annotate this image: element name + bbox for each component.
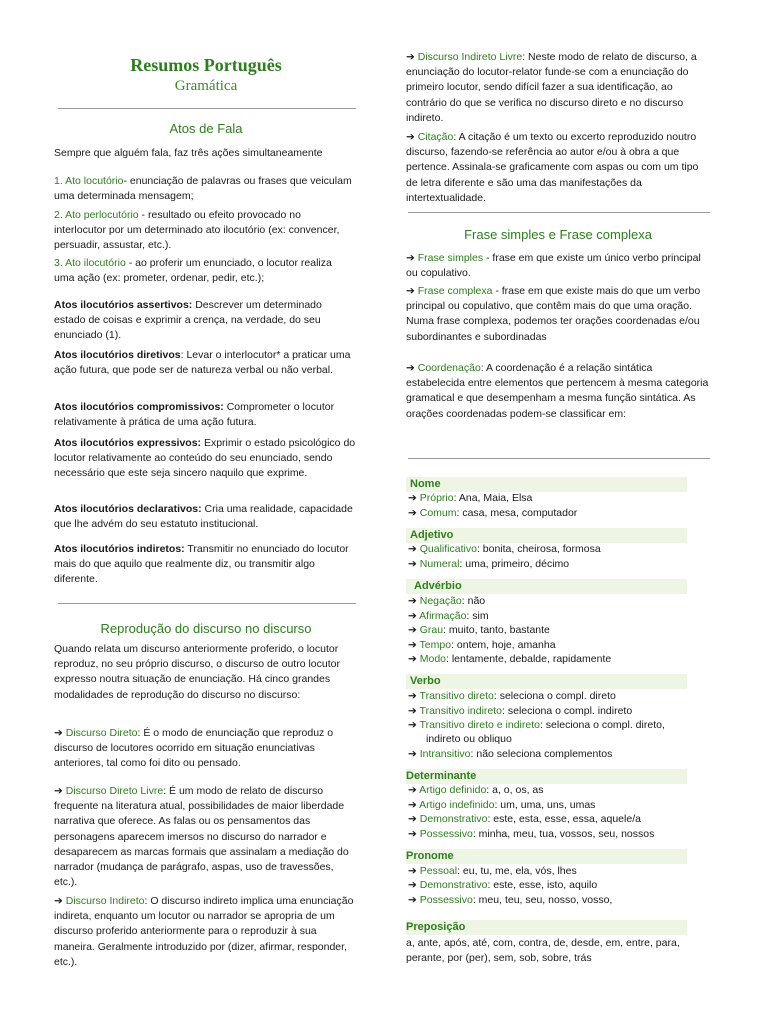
arrow-icon: ➔ xyxy=(408,690,417,702)
list-item xyxy=(408,557,569,572)
list-item-continuation: indireto ou obliquo xyxy=(426,733,512,745)
preposicao-list: a, ante, após, até, com, contra, de, desde, em, entre, para, perante, por (per), sem, sob, sobre, trás xyxy=(406,937,680,965)
item-text: : não seleciona complementos xyxy=(470,748,613,760)
item-text: : meu, teu, seu, nosso, vosso, xyxy=(472,894,613,906)
ato-text: enunciação de palavras ou frases que veiculam uma determinada mensagem; xyxy=(54,175,352,203)
ato-item xyxy=(54,256,354,286)
ato-sep: - xyxy=(123,175,130,187)
item-label: Demonstrativo xyxy=(419,879,488,891)
arrow-icon: ➔ xyxy=(408,639,417,651)
item-label: Modo xyxy=(419,653,446,665)
arrow-icon: ➔ xyxy=(408,624,417,636)
list-item xyxy=(408,594,485,609)
item-text: : este, esta, esse, essa, aquele/a xyxy=(487,813,641,825)
discurso-text: : O discurso indireto implica uma enunciação indireta, enquanto um locutor ou narrador se apropria de um discurso proferido anteriormente para o reproduzir à sua maneira. Geralmente introduzido por (dizer, afirmar, responder, etc.). xyxy=(54,895,354,968)
item-label: Intransitivo xyxy=(419,748,471,760)
ato-type-text: Transmitir no enunciado do locutor mais do que aquilo que realmente diz, ou transmitir algo diferente. xyxy=(54,543,349,586)
arrow-icon: ➔ xyxy=(408,558,417,570)
ato-type-label: Atos ilocutórios compromissivos: xyxy=(54,401,224,413)
arrow-icon: ➔ xyxy=(408,653,417,665)
ato-type-label: Atos ilocutórios assertivos: xyxy=(54,299,193,311)
divider xyxy=(58,603,356,604)
category-band xyxy=(406,477,687,492)
item-label: Possessivo xyxy=(419,828,473,840)
divider xyxy=(408,458,710,459)
category-nome: Nome xyxy=(410,478,441,490)
frase-item xyxy=(406,361,710,422)
list-item xyxy=(408,798,595,813)
category-band xyxy=(406,674,687,689)
item-label: Numeral xyxy=(419,558,460,570)
atos-intro: Sempre que alguém fala, faz três ações simultaneamente xyxy=(54,147,323,159)
item-label: Transitivo direto xyxy=(419,690,494,702)
item-label: Próprio xyxy=(419,492,454,504)
item-label: Demonstrativo xyxy=(419,813,488,825)
discurso-text: : Neste modo de relato de discurso, a enunciação do locutor-relator funde-se com a enunciação do primeiro locutor, sendo difícil fazer a sua identificação, ao contrário do que se verifica no discurso direto e no discurso indireto. xyxy=(406,51,697,124)
item-label: Grau xyxy=(419,624,444,636)
discurso-label: Citação xyxy=(417,131,454,143)
discurso-intro: Quando relata um discurso anteriormente proferido, o locutor reproduz, no seu próprio discurso, o discurso de outro locutor expresso noutra situação de enunciação. Há cinco grandes modalidades de reprodução do discurso no discurso: xyxy=(54,643,340,701)
item-label: Pessoal xyxy=(419,865,458,877)
category-preposicao: Preposição xyxy=(406,921,466,933)
ato-type-text: Comprometer o locutor relativamente à prática de uma ação futura. xyxy=(54,401,335,429)
category-adjetivo: Adjetivo xyxy=(410,529,454,541)
item-text: : não xyxy=(461,595,486,607)
item-text: : sim xyxy=(466,610,489,622)
list-item xyxy=(408,783,544,798)
ato-item xyxy=(54,208,354,254)
divider xyxy=(408,212,710,213)
frase-label: Coordenação xyxy=(417,362,481,374)
item-text: : bonita, cheirosa, formosa xyxy=(476,543,601,555)
ato-type-label: Atos ilocutórios indiretos: xyxy=(54,543,185,555)
item-text: : Ana, Maia, Elsa xyxy=(453,492,533,504)
arrow-icon: ➔ xyxy=(408,610,417,622)
discurso-item xyxy=(54,784,354,891)
discurso-text: : É um modo de relato de discurso frequente na literatura atual, possibilidades de maior liberdade narrativa que oferece. As falas ou os pensamentos das personagens aparecem imersos no discurso do narrador e desaparecem as marcas formais que assinalam a mediação do narrador (mudança de parágrafo, aspas, uso de travessões, etc.). xyxy=(54,785,349,889)
arrow-icon: ➔ xyxy=(408,595,417,607)
list-item xyxy=(408,491,532,506)
ato-type-label: Atos ilocutórios diretivos xyxy=(54,349,181,361)
discurso-text: : É o modo de enunciação que reproduz o discurso de locutores ocorrido em situação enunciativas anteriores, tal como foi dito ou pensado. xyxy=(54,727,334,770)
discurso-item xyxy=(54,894,354,970)
item-label: Qualificativo xyxy=(419,543,477,555)
ato-text: ao proferir um enunciado, o locutor realiza uma ação (ex: prometer, ordenar, pedir, etc.); xyxy=(54,257,332,285)
ato-type xyxy=(54,400,354,430)
frase-text: : A coordenação é a relação sintática estabelecida entre elementos que pertencem à mesma categoria gramatical e que desempenham a mesma função sintática. As orações coordenadas podem-se classificar em: xyxy=(406,362,709,420)
ato-type-text: Descrever um determinado estado de coisas e exprimir a crença, na verdade, do seu enunciado (1). xyxy=(54,299,322,342)
arrow-icon: ➔ xyxy=(54,727,63,739)
arrow-icon: ➔ xyxy=(406,362,415,374)
item-text: : minha, meu, tua, vossos, seu, nossos xyxy=(472,828,655,840)
list-item xyxy=(408,704,632,719)
frase-label: Frase simples xyxy=(417,252,484,264)
list-item xyxy=(408,827,654,842)
list-item xyxy=(408,893,612,908)
list-item xyxy=(408,542,601,557)
frase-text: - frase em que existe mais do que um verbo principal ou copulativo, que contêm mais do que uma oração. Numa frase complexa, podemos ter orações coordenadas e/ou subordinantes e subordinadas xyxy=(406,285,701,343)
item-text: : seleciona o compl. direto, xyxy=(539,719,665,731)
item-text: : a, o, os, as xyxy=(486,784,544,796)
item-text: : lentamente, debalde, rapidamente xyxy=(446,653,612,665)
item-text: : ontem, hoje, amanha xyxy=(451,639,556,651)
frase-item xyxy=(406,251,710,281)
section-heading-atos: Atos de Fala xyxy=(169,121,243,136)
list-item xyxy=(408,878,597,893)
list-item xyxy=(408,623,550,638)
ato-type xyxy=(54,436,358,482)
arrow-icon: ➔ xyxy=(54,895,63,907)
frase-item xyxy=(406,284,710,345)
arrow-icon: ➔ xyxy=(406,252,415,264)
arrow-icon: ➔ xyxy=(408,813,417,825)
discurso-item xyxy=(54,726,354,772)
category-determinante: Determinante xyxy=(406,770,477,782)
frase-text: - frase em que existe um único verbo principal ou copulativo. xyxy=(406,252,701,280)
item-label: Comum xyxy=(419,507,457,519)
ato-type-label: Atos ilocutórios declarativos: xyxy=(54,503,202,515)
item-text: : muito, tanto, bastante xyxy=(443,624,550,636)
arrow-icon: ➔ xyxy=(408,799,417,811)
arrow-icon: ➔ xyxy=(408,879,417,891)
discurso-item xyxy=(406,50,710,126)
arrow-icon: ➔ xyxy=(408,748,417,760)
arrow-icon: ➔ xyxy=(408,894,417,906)
ato-label: 1. Ato locutório xyxy=(54,175,124,187)
arrow-icon: ➔ xyxy=(408,784,417,796)
arrow-icon: ➔ xyxy=(408,543,417,555)
ato-label: 3. Ato ilocutório xyxy=(54,257,126,269)
arrow-icon: ➔ xyxy=(408,507,417,519)
discurso-label: Discurso Direto xyxy=(65,727,138,739)
list-item xyxy=(408,864,577,879)
arrow-icon: ➔ xyxy=(408,492,417,504)
arrow-icon: ➔ xyxy=(54,785,63,797)
item-text: : seleciona o compl. indireto xyxy=(502,705,633,717)
ato-type-text: Exprimir o estado psicológico do locutor relativamente ao conteúdo do seu enunciado, sendo necessário que este seja sincero naquilo que exprime. xyxy=(54,437,356,480)
item-label: Possessivo xyxy=(419,894,473,906)
ato-type xyxy=(54,348,354,378)
list-item xyxy=(408,506,577,521)
list-item xyxy=(408,652,611,667)
item-text: : um, uma, uns, umas xyxy=(494,799,596,811)
item-label: Afirmação xyxy=(419,610,467,622)
page-title: Resumos Português xyxy=(130,55,282,75)
arrow-icon: ➔ xyxy=(406,131,415,143)
list-item xyxy=(408,812,641,827)
list-item xyxy=(408,718,665,733)
category-pronome: Pronome xyxy=(406,850,454,862)
ato-type-text: : Levar o interlocutor* a praticar uma ação futura, que pode ser de natureza verbal ou não verbal. xyxy=(54,349,351,377)
category-verbo: Verbo xyxy=(410,675,441,687)
list-item xyxy=(408,689,616,704)
discurso-label: Discurso Indireto xyxy=(65,895,145,907)
ato-type-label: Atos ilocutórios expressivos: xyxy=(54,437,202,449)
divider xyxy=(58,108,356,109)
arrow-icon: ➔ xyxy=(408,828,417,840)
arrow-icon: ➔ xyxy=(408,719,417,731)
arrow-icon: ➔ xyxy=(406,285,415,297)
ato-item xyxy=(54,174,354,204)
category-adverbio: Advérbio xyxy=(414,580,462,592)
list-item xyxy=(408,638,556,653)
arrow-icon: ➔ xyxy=(406,51,415,63)
ato-text: resultado ou efeito provocado no interlocutor por um determinado ato ilocutório (ex: convencer, persuadir, assustar, etc.). xyxy=(54,209,340,252)
item-text: : casa, mesa, computador xyxy=(456,507,578,519)
arrow-icon: ➔ xyxy=(408,705,417,717)
ato-label: 2. Ato perlocutório xyxy=(54,209,139,221)
item-text: : seleciona o compl. direto xyxy=(493,690,616,702)
item-label: Artigo indefinido xyxy=(419,799,495,811)
discurso-text: : A citação é um texto ou excerto reproduzido noutro discurso, fazendo-se referência ao autor e/ou à obra a que pertence. Assinala-se graficamente com aspas ou com um tipo de letra diferente e são uma das manifestações da intertextualidade. xyxy=(406,131,699,204)
item-label: Transitivo direto e indireto xyxy=(419,719,540,731)
ato-type xyxy=(54,542,354,588)
ato-sep: - xyxy=(138,209,148,221)
ato-sep: - xyxy=(125,257,136,269)
item-text: : uma, primeiro, décimo xyxy=(459,558,570,570)
list-item xyxy=(408,609,489,624)
discurso-label: Discurso Direto Livre xyxy=(65,785,164,797)
item-text: : eu, tu, me, ela, vós, lhes xyxy=(457,865,577,877)
page-subtitle: Gramática xyxy=(174,78,238,94)
discurso-label: Discurso Indireto Livre xyxy=(417,51,523,63)
item-label: Transitivo indireto xyxy=(419,705,503,717)
item-label: Negação xyxy=(419,595,462,607)
item-label: Artigo definido xyxy=(419,784,487,796)
ato-type xyxy=(54,502,354,532)
frase-label: Frase complexa xyxy=(417,285,493,297)
item-label: Tempo xyxy=(419,639,452,651)
ato-type xyxy=(54,298,354,344)
ato-type-text: Cria uma realidade, capacidade que lhe advém do seu estatuto institucional. xyxy=(54,503,353,531)
discurso-item xyxy=(406,130,710,206)
list-item xyxy=(408,747,612,762)
item-text: : este, esse, isto, aquilo xyxy=(487,879,598,891)
arrow-icon: ➔ xyxy=(408,865,417,877)
section-heading-frase: Frase simples e Frase complexa xyxy=(464,227,652,242)
section-heading-discurso: Reprodução do discurso no discurso xyxy=(100,621,312,636)
